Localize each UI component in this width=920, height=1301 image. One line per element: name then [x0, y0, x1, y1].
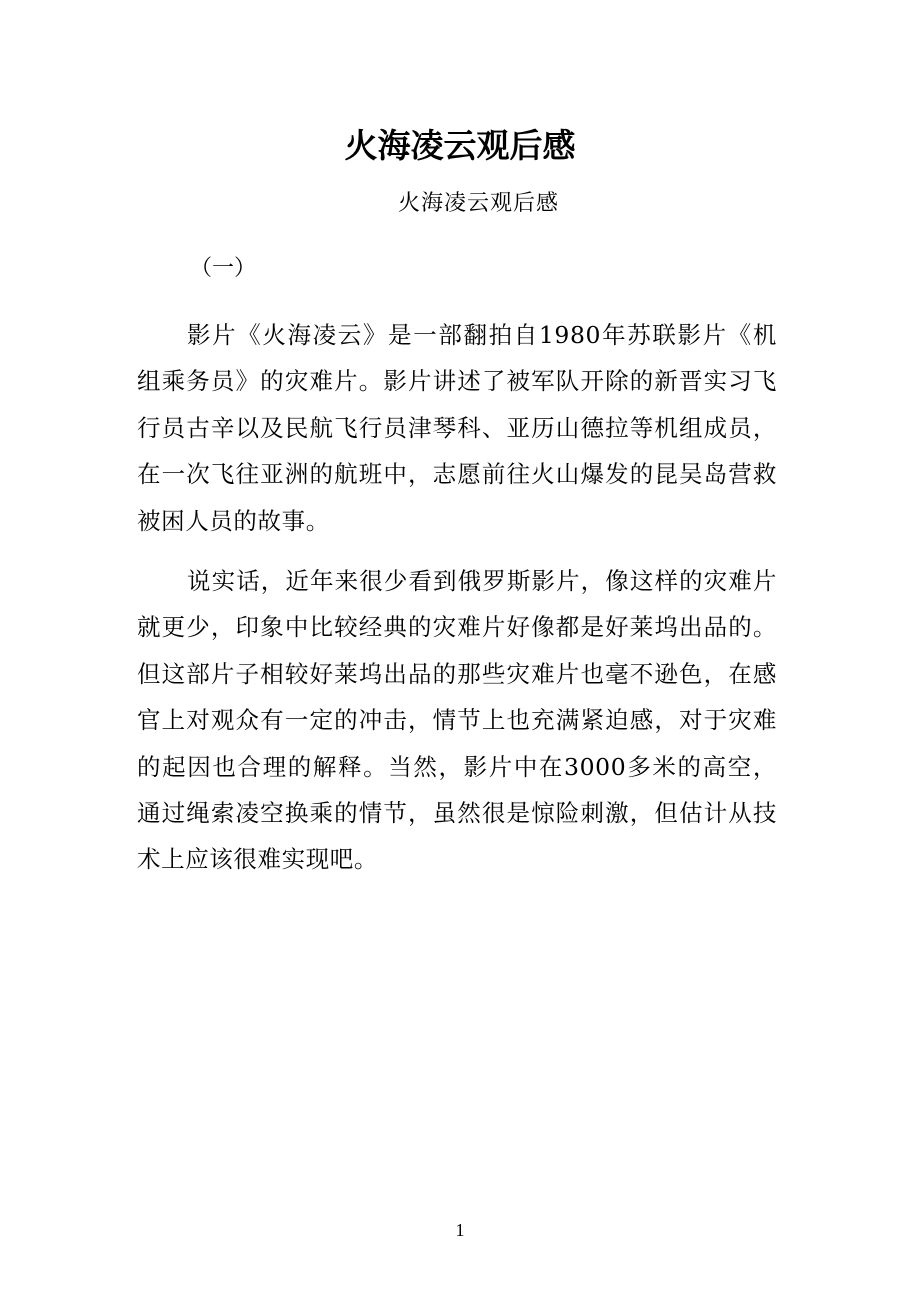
- paragraph-2: 说实话，近年来很少看到俄罗斯影片，像这样的灾难片就更少，印象中比较经典的灾难片好像都是好莱坞出品的。但这部片子相较好莱坞出品的那些灾难片也毫不逊色，在感官上对观众有一定的冲击，情节上也充满紧迫感，对于灾难的起因也合理的解释。当然，影片中在3000多米的高空，通过绳索凌空换乘的情节，虽然很是惊险刺激，但估计从技术上应该很难实现吧。: [137, 567, 777, 874]
- document-title: 火海凌云观后感: [344, 126, 576, 165]
- section-heading: （一）: [190, 256, 257, 281]
- paragraph-1: 影片《火海凌云》是一部翻拍自1980年苏联影片《机组乘务员》的灾难片。影片讲述了被军队开除的新晋实习飞行员古辛以及民航飞行员津琴科、亚历山德拉等机组成员，在一次飞往亚洲的航班中，志愿前往火山爆发的昆吴岛营救被困人员的故事。: [137, 321, 777, 535]
- document-subtitle: 火海凌云观后感: [398, 191, 560, 216]
- page-number: 1: [455, 1220, 465, 1240]
